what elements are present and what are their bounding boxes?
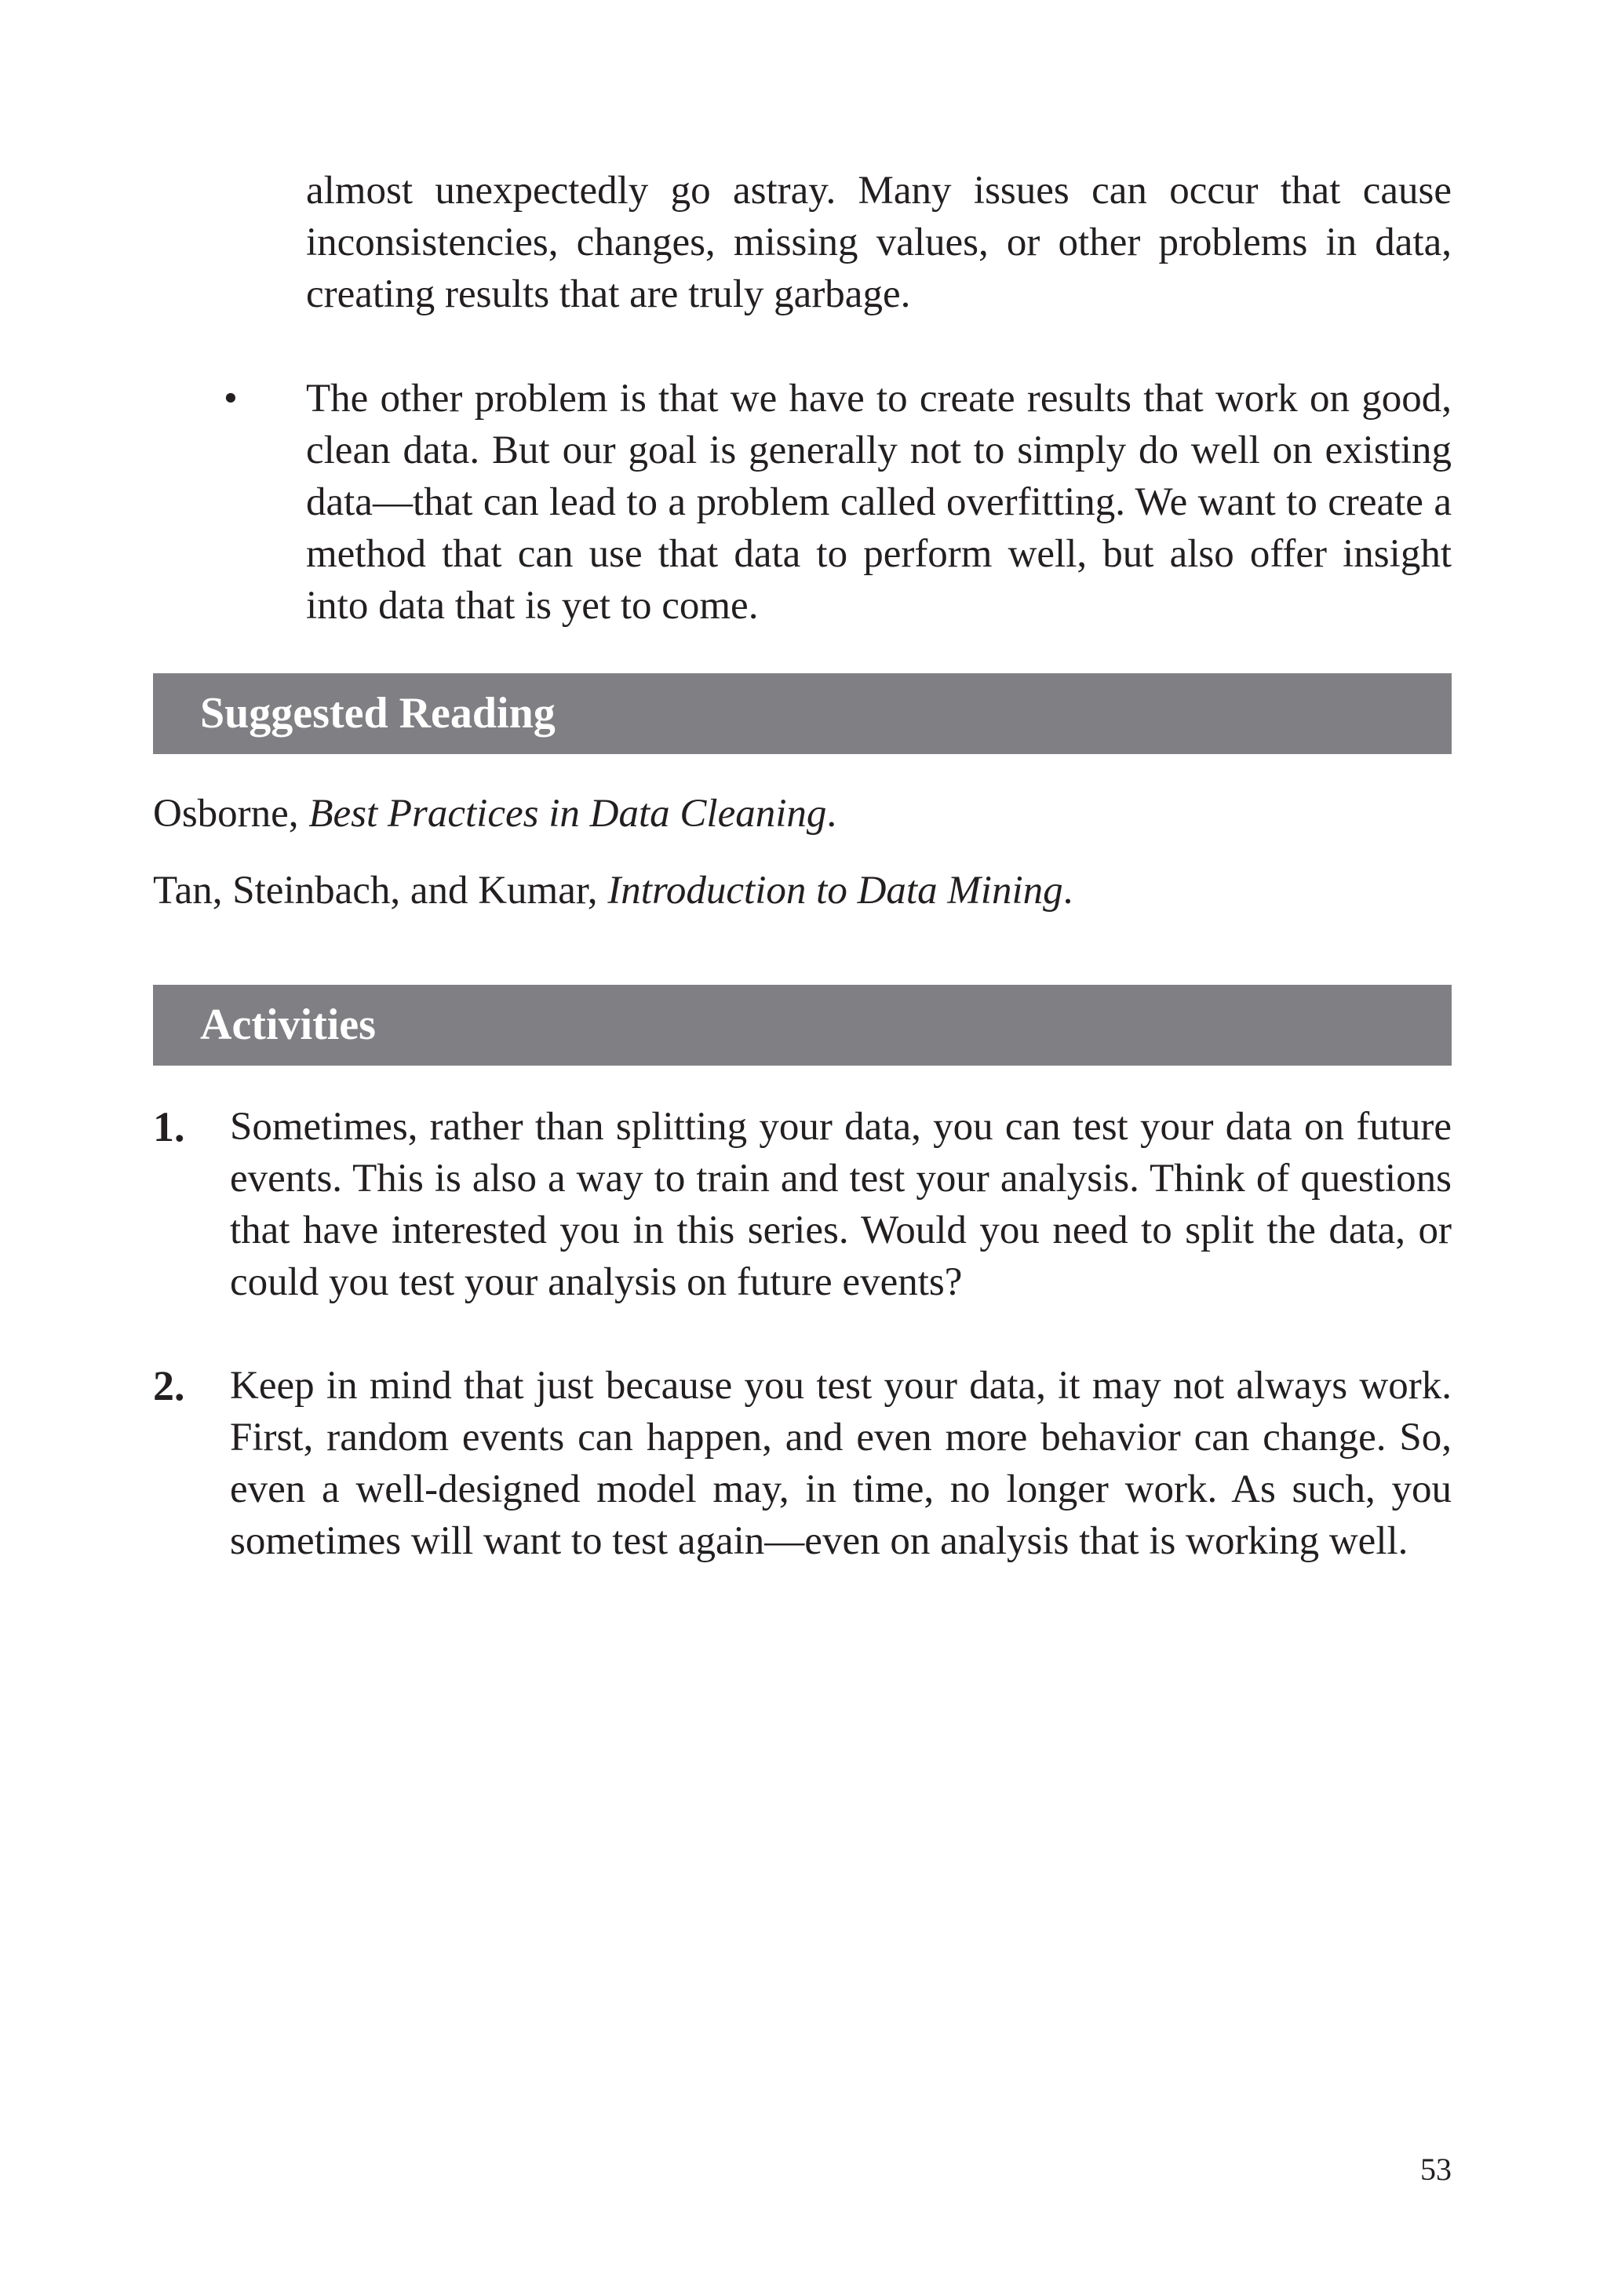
reading-title: Best Practices in Data Cleaning [308,792,827,836]
activity-number: 1. [153,1103,185,1150]
reading-authors: Osborne, [153,792,309,836]
reading-title: Introduction to Data Mining [607,869,1063,913]
continuation-paragraph: almost unexpectedly go astray. Many issues can occur that cause inconsistencies, changes, missing values, or other problems in data, creating results that are truly garbage. [306,169,1452,316]
activity-number: 2. [153,1362,185,1409]
bullet-text: The other problem is that we have to create results that work on good, clean data. But our goal is generally not to simply do well on existing data—that can lead to a problem called overfitting. We want to create a method that can use that data to perform well, but also offer insight into data that is yet to come. [306,377,1452,628]
activity-text: Sometimes, rather than splitting your data, you can test your data on future events. This is also a way to train and test your analysis. Think of questions that have interested you in this series. Would you need to split the data, or could you test your analysis on future events? [230,1105,1452,1304]
page-number: 53 [1420,2152,1452,2187]
reading-entry [153,865,1073,917]
reading-authors: Tan, Steinbach, and Kumar, [153,869,608,913]
reading-end: . [826,792,837,836]
reading-end: . [1062,869,1073,913]
bullet-icon: • [224,377,238,421]
activities-heading: Activities [153,985,1452,1066]
suggested-reading-heading: Suggested Reading [153,673,1452,754]
reading-entry [153,788,836,840]
activity-text: Keep in mind that just because you test your data, it may not always work. First, random events can happen, and even more behavior can change. So, even a well-designed model may, in time, no longer work. As such, you sometimes will want to test again—even on analysis that is working well. [230,1364,1452,1563]
